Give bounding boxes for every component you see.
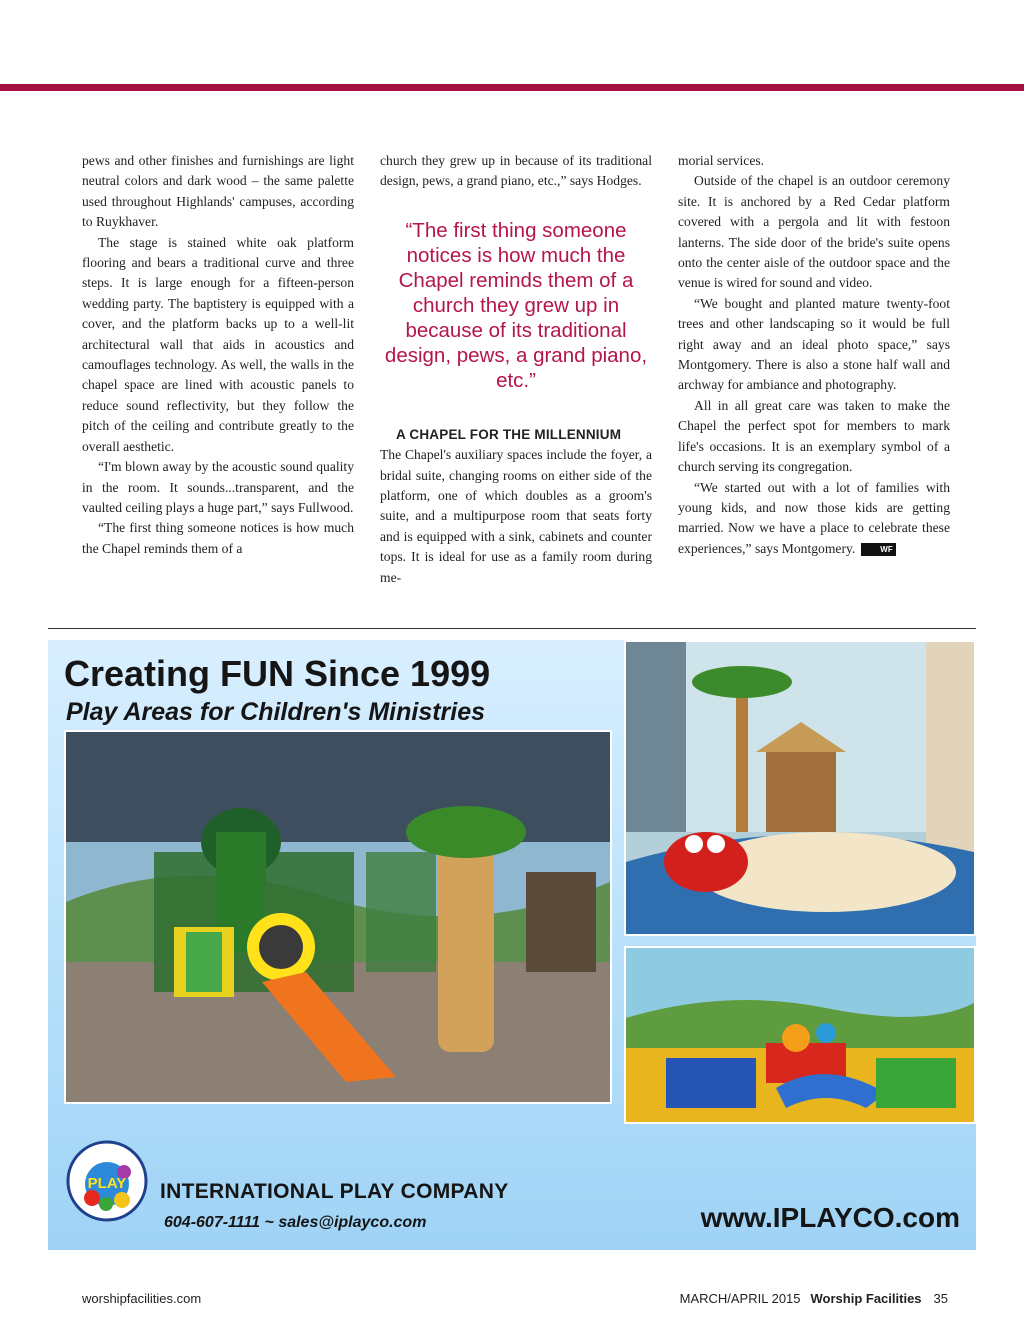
pull-quote: “The first thing someone notices is how much the Chapel reminds them of a church they grew up in because of its traditional design, pews, a grand piano, etc.” (384, 218, 648, 392)
logo-lettering: PLAY (87, 1175, 127, 1192)
playground-illustration (66, 732, 610, 1102)
footer-site[interactable]: worshipfacilities.com (82, 1291, 202, 1306)
section-subhead: A CHAPEL FOR THE MILLENNIUM (396, 426, 622, 442)
paragraph: church they grew up in because of its traditional design, pews, a grand piano, etc.,” says Hodges. (380, 153, 652, 189)
advertisement[interactable] (48, 640, 976, 1250)
paragraph (678, 478, 950, 560)
paragraph: “The first thing someone notices is how much the Chapel reminds them of a (82, 520, 354, 556)
paragraph: “I'm blown away by the acoustic sound quality in the room. It sounds...transparent, and the vaulted ceiling plays a huge part,” says Fullwood. (82, 459, 354, 515)
ad-photo-toddler-area (624, 946, 976, 1124)
ad-divider (48, 628, 976, 629)
company-contact[interactable]: 604-607-1111 ~ sales@iplayco.com (164, 1214, 427, 1231)
paragraph: The stage is stained white oak platform flooring and bears a traditional curve and three steps. It is large enough for a fifteen-person wedding party. The baptistery is equipped with a cover, and the platform backs up to a well-lit architectural wall that aids in acoustics and camouflages technology. As well, the walls in the chapel space are lined with acoustic panels to reduce sound reflectivity, but they follow the pitch of the ceiling and contribute greatly to the overall aesthetic. (82, 234, 354, 454)
footer-magazine: Worship Facilities (810, 1291, 922, 1306)
end-mark-badge: WF (861, 543, 895, 556)
company-url[interactable]: www.IPLAYCO.com (700, 1202, 960, 1233)
ad-photo-tropical-playground (624, 640, 976, 936)
ad-subtitle: Play Areas for Children's Ministries (66, 698, 486, 726)
paragraph: Outside of the chapel is an outdoor ceremony site. It is anchored by a Red Cedar platform covered with a pergola and lit with festoon lanterns. The side door of the bride's suite opens onto the center aisle of the outdoor space and the venue is wired for sound and video. (678, 173, 950, 291)
footer-issue-info (680, 1291, 948, 1306)
ad-title: Creating FUN Since 1999 (64, 653, 491, 694)
article-column-2 (380, 151, 652, 588)
ad-photo-indoor-playground (64, 730, 612, 1104)
paragraph: pews and other finishes and furnishings are light neutral colors and dark wood – the same palette used throughout Highlands' campuses, according to Ruykhaver. (82, 153, 354, 230)
toddler-area-illustration (626, 948, 974, 1122)
paragraph: All in all great care was taken to make the Chapel the perfect spot for members to mark life's occasions. It is an exemplary symbol of a church serving its congregation. (678, 397, 950, 475)
company-name: INTERNATIONAL PLAY COMPANY (160, 1180, 509, 1203)
company-logo (66, 1140, 148, 1222)
page-number: 35 (933, 1291, 948, 1306)
tropical-illustration (626, 642, 974, 934)
paragraph: morial services. (678, 153, 765, 168)
paragraph-text: “We started out with a lot of families with young kids, and now those kids are getting married. Now we have a place to celebrate these experiences,” says Montgomery. (678, 479, 950, 556)
article-column-1 (82, 151, 354, 559)
header-accent-rule (0, 84, 1024, 91)
footer-issue: MARCH/APRIL 2015 (679, 1291, 801, 1306)
article-column-3 (678, 151, 950, 559)
paragraph: “We bought and planted mature twenty-foot trees and other landscaping so it would be full right away and an ideal photo space,” says Montgomery. There is also a stone half wall and archway for ambiance and photography. (678, 295, 950, 393)
paragraph: The Chapel's auxiliary spaces include the foyer, a bridal suite, changing rooms on either side of the platform, one of which doubles as a groom's suite, and a multipurpose room that seats forty and is equipped with a sink, cabinets and counter tops. It is ideal for use as a family room during me- (380, 447, 652, 585)
